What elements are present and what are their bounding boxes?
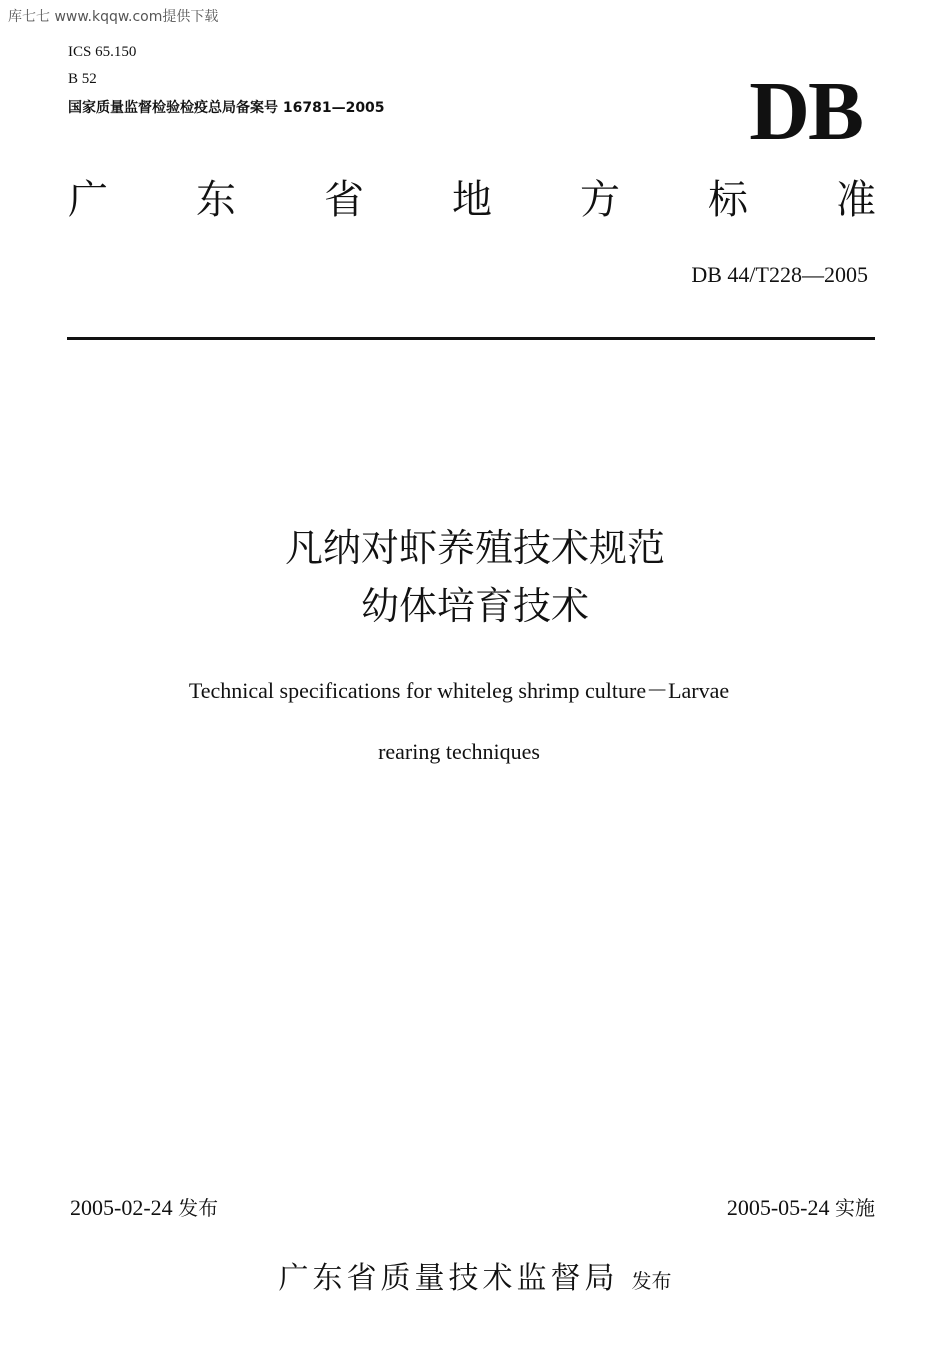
standard-type-char: 准: [836, 177, 876, 223]
issue-label: 发布: [178, 1196, 219, 1220]
filing-number: 国家质量监督检验检疫总局备案号 16781—2005: [68, 100, 385, 116]
effective-date: 2005-05-24: [726, 1195, 830, 1220]
title-chinese-line-2: 幼体培育技术: [360, 584, 589, 628]
db-logo: DB: [749, 65, 862, 158]
watermark-text: 库七七 www.kqqw.com提供下载: [8, 9, 219, 25]
ics-code: ICS 65.150: [68, 44, 137, 60]
standard-type-char: 东: [196, 177, 236, 223]
title-english-line-2: rearing techniques: [378, 739, 540, 764]
issuer-verb: 发布: [631, 1269, 672, 1293]
standard-type-char: 广: [68, 177, 108, 223]
header-divider: [67, 337, 875, 340]
effective-label: 实施: [835, 1196, 875, 1220]
title-chinese-line-1: 凡纳对虾养殖技术规范: [284, 526, 665, 570]
standard-type-char: 省: [324, 177, 364, 223]
title-english-line-1: Technical specifications for whiteleg shrimp culture－Larvae: [188, 678, 730, 703]
effective-date-line: [727, 1192, 875, 1221]
standard-type-title: [68, 176, 876, 224]
issue-date: 2005-02-24: [70, 1195, 173, 1220]
issue-date-line: [70, 1192, 218, 1221]
issuer-org: 广东省质量技术监督局: [278, 1261, 619, 1296]
standard-type-char: 方: [580, 177, 620, 223]
ccs-code: B 52: [68, 71, 97, 87]
issuing-authority: [0, 1253, 950, 1297]
standard-type-char: 地: [452, 177, 492, 223]
standard-number: DB 44/T228—2005: [691, 262, 868, 287]
standard-type-char: 标: [708, 177, 748, 223]
